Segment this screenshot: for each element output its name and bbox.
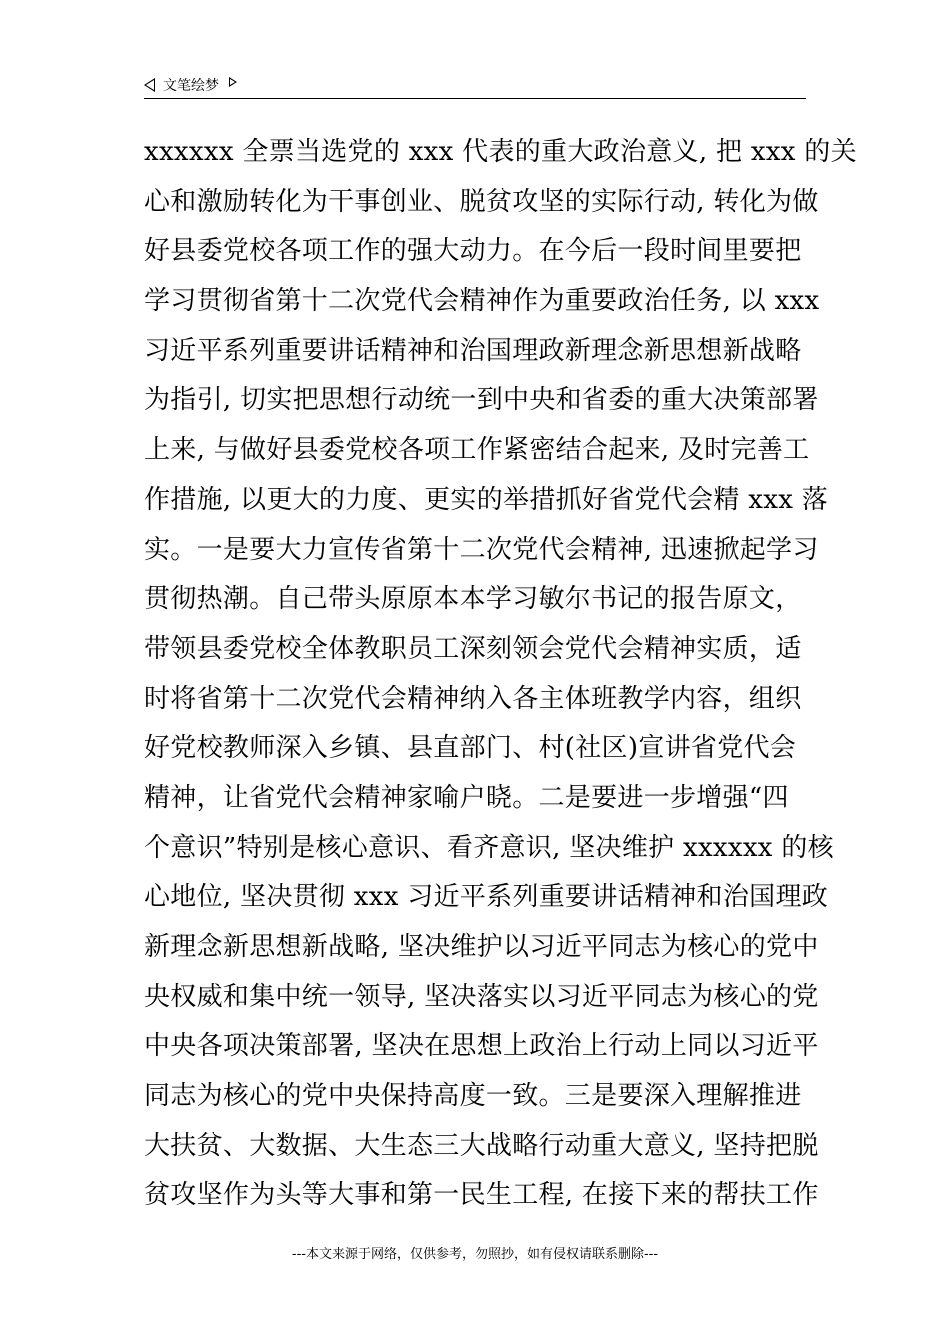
- text-line: 心和激励转化为干事创业、脱贫攻坚的实际行动, 转化为做: [144, 186, 819, 217]
- text-line: 心地位, 坚决贯彻 xxx 习近平系列重要讲话精神和治国理政: [144, 882, 829, 913]
- triangle-right-icon: [229, 77, 237, 87]
- body-text: [144, 128, 857, 1221]
- text-line: 时将省第十二次党代会精神纳入各主体班教学内容，组织: [144, 683, 802, 714]
- text-line: 新理念新思想新战略, 坚决维护以习近平同志为核心的党中: [144, 932, 819, 962]
- text-line: 好县委党校各项工作的强大动力。在今后一段时间里要把: [144, 236, 802, 267]
- text-line: 习近平系列重要讲话精神和治国理政新理念新思想新战略: [144, 335, 802, 366]
- text-line: 带领县委党校全体教职员工深刻领会党代会精神实质，适: [144, 633, 802, 664]
- text-line: 央权威和集中统一领导, 坚决落实以习近平同志为核心的党: [144, 981, 819, 1012]
- header-title: 文笔绘梦: [163, 78, 219, 94]
- page-header: [144, 74, 806, 96]
- header-divider: [144, 98, 806, 99]
- text-line: 中央各项决策部署, 坚决在思想上政治上行动上同以习近平: [144, 1031, 819, 1062]
- text-line: 贫攻坚作为头等大事和第一民生工程, 在接下来的帮扶工作: [144, 1180, 819, 1211]
- text-line: 好党校教师深入乡镇、县直部门、村(社区)宣讲省党代会: [144, 733, 797, 764]
- text-line: 作措施, 以更大的力度、更实的举措抓好省党代会精 xxx 落: [144, 484, 829, 515]
- text-line: 个意识”特别是核心意识、看齐意识, 坚决维护 xxxxxx 的核: [144, 832, 834, 863]
- text-line: 学习贯彻省第十二次党代会精神作为重要政治任务, 以 xxx: [144, 286, 820, 317]
- text-line: 贯彻热潮。自己带头原原本本学习敏尔书记的报告原文，: [144, 584, 802, 615]
- text-line: xxxxxx 全票当选党的 xxx 代表的重大政治意义, 把 xxx 的关: [144, 137, 857, 167]
- text-line: 为指引, 切实把思想行动统一到中央和省委的重大决策部署: [144, 385, 819, 416]
- text-line: 精神，让省党代会精神家喻户晓。二是要进一步增强“四: [144, 782, 789, 813]
- text-line: 大扶贫、大数据、大生态三大战略行动重大意义, 坚持把脱: [144, 1130, 819, 1161]
- text-line: 实。一是要大力宣传省第十二次党代会精神, 迅速掀起学习: [144, 534, 819, 565]
- text-line: 同志为核心的党中央保持高度一致。三是要深入理解推进: [144, 1081, 802, 1112]
- page-footer: ---本文来源于网络，仅供参考，勿照抄，如有侵权请联系删除---: [291, 1247, 659, 1262]
- triangle-left-icon: [144, 78, 155, 92]
- text-line: 上来, 与做好县委党校各项工作紧密结合起来, 及时完善工: [144, 435, 810, 466]
